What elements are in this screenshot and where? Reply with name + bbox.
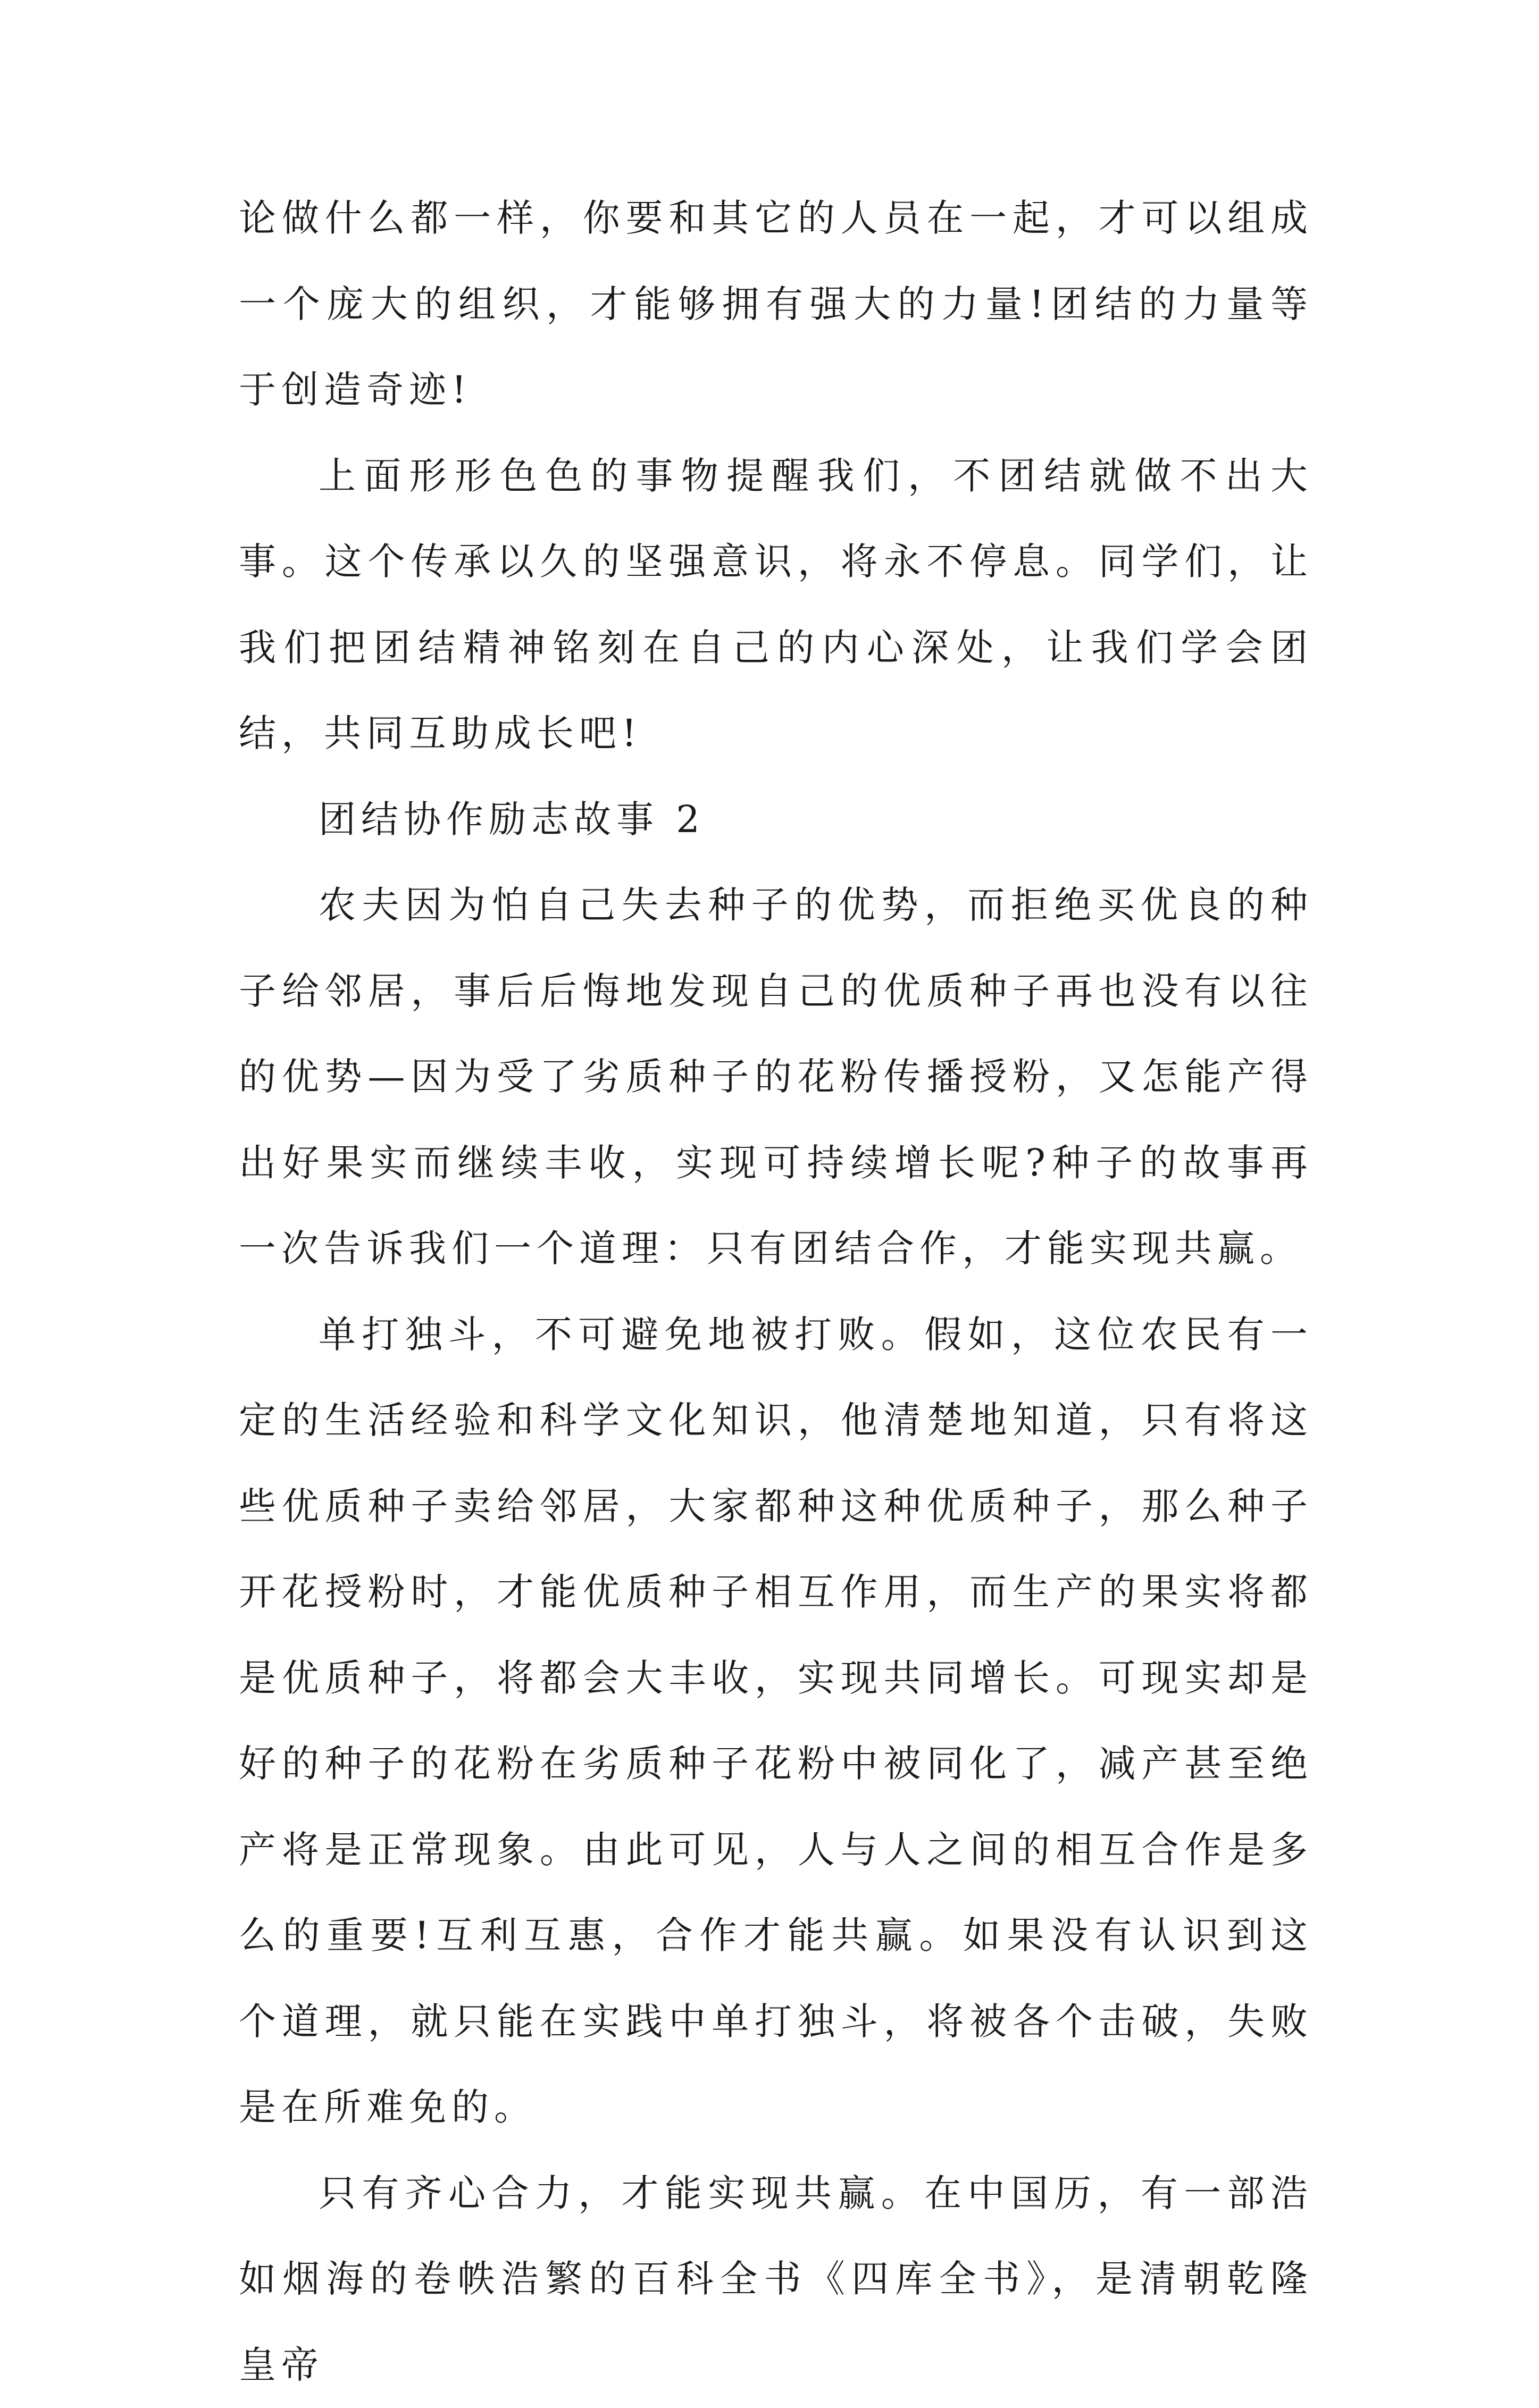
paragraph: 只有齐心合力，才能实现共赢。在中国历，有一部浩如烟海的卷帙浩繁的百科全书《四库全书》，是清朝乾隆皇帝 xyxy=(239,2151,1313,2408)
paragraph: 单打独斗，不可避免地被打败。假如，这位农民有一定的生活经验和科学文化知识，他清楚地知道，只有将这些优质种子卖给邻居，大家都种这种优质种子，那么种子开花授粉时，才能优质种子相互作用，而生产的果实将都是优质种子，将都会大丰收，实现共同增长。可现实却是好的种子的花粉在劣质种子花粉中被同化了，减产甚至绝产将是正常现象。由此可见，人与人之间的相互合作是多么的重要!互利互惠，合作才能共赢。如果没有认识到这个道理，就只能在实践中单打独斗，将被各个击破，失败是在所难免的。 xyxy=(239,1292,1313,2151)
paragraph: 农夫因为怕自己失去种子的优势，而拒绝买优良的种子给邻居，事后后悔地发现自己的优质种子再也没有以往的优势—因为受了劣质种子的花粉传播授粉，又怎能产得出好果实而继续丰收，实现可持续增长呢?种子的故事再一次告诉我们一个道理：只有团结合作，才能实现共赢。 xyxy=(239,862,1313,1292)
paragraph: 上面形形色色的事物提醒我们，不团结就做不出大事。这个传承以久的坚强意识，将永不停息。同学们，让我们把团结精神铭刻在自己的内心深处，让我们学会团结，共同互助成长吧! xyxy=(239,433,1313,777)
document-body xyxy=(239,175,1313,2408)
section-heading: 团结协作励志故事 2 xyxy=(239,777,1313,863)
paragraph: 论做什么都一样，你要和其它的人员在一起，才可以组成一个庞大的组织，才能够拥有强大的力量!团结的力量等于创造奇迹! xyxy=(239,175,1313,433)
